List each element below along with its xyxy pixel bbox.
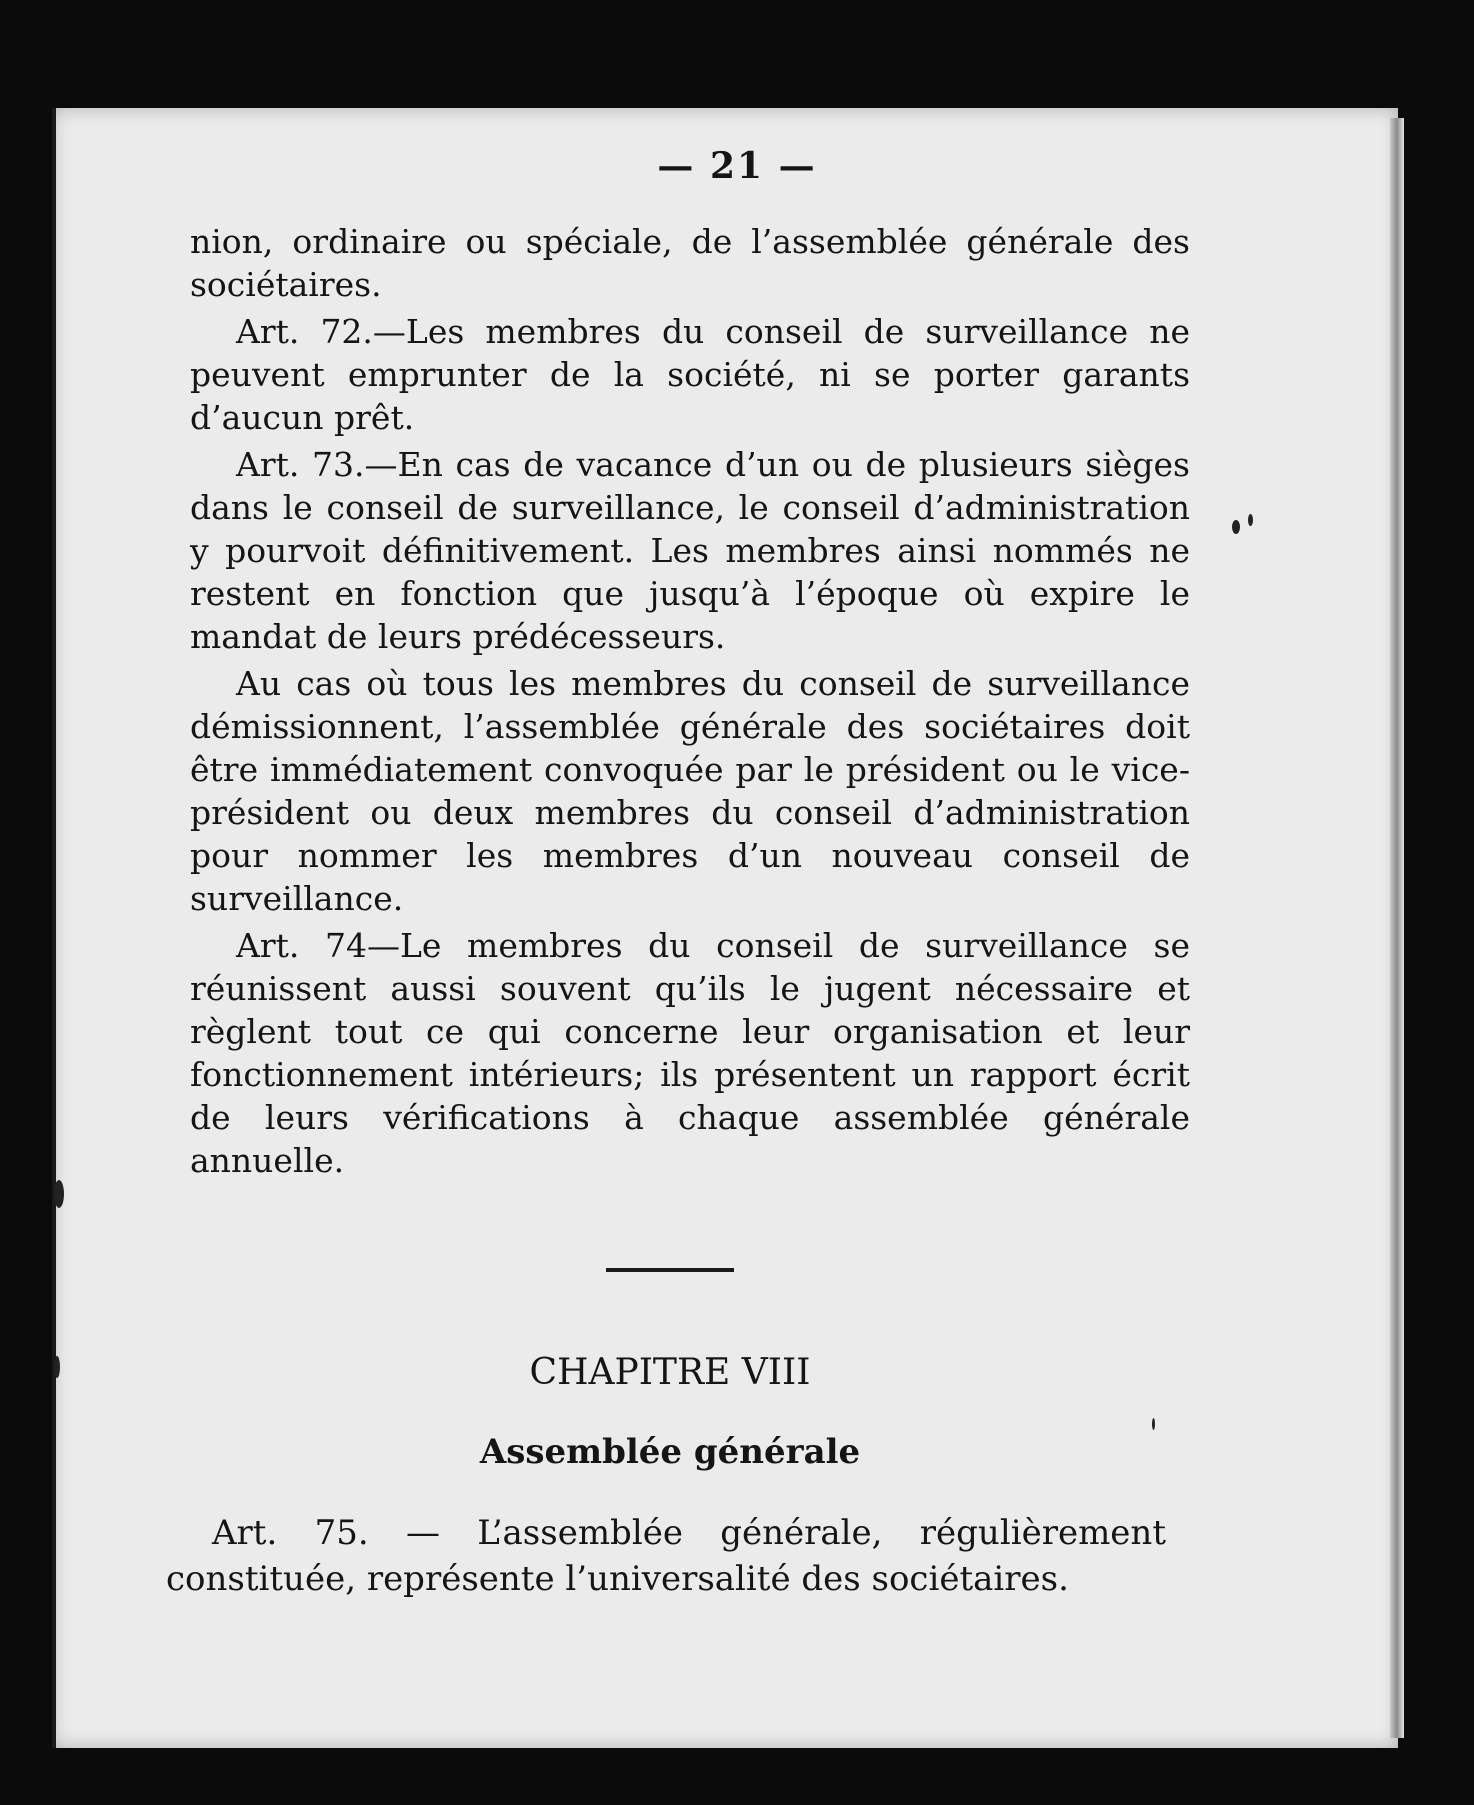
page-left-edge xyxy=(52,108,56,1748)
scan-speck xyxy=(1232,520,1240,534)
article-text-block xyxy=(190,220,1190,1182)
section-divider xyxy=(606,1268,734,1272)
paragraph-art-72: Art. 72.—Les membres du conseil de surveillance ne peuvent emprunter de la société, ni se porter garants d’aucun prêt. xyxy=(190,312,1190,437)
article-75-block xyxy=(166,1510,1166,1602)
paragraph-continuation: nion, ordinaire ou spéciale, de l’assemblée générale des sociétaires. xyxy=(190,222,1190,304)
paragraph-art-73: Art. 73.—En cas de vacance d’un ou de plusieurs sièges dans le conseil de surveillance, le conseil d’administration y pourvoit définitivement. Les membres ainsi nommés ne restent en fonction que jusqu’à l’époque où expire le mandat de leurs prédécesseurs. xyxy=(190,445,1190,656)
scan-speck xyxy=(1152,1418,1155,1430)
paragraph-art-74: Art. 74—Le membres du conseil de surveillance se réunissent aussi souvent qu’ils le jugent nécessaire et règlent tout ce qui concerne leur organisation et leur fonctionnement intérieurs; ils présentent un rapport écrit de leurs vérifications à chaque assemblée générale annuelle. xyxy=(190,926,1190,1180)
scan-speck xyxy=(54,1356,60,1378)
paragraph-art-75: Art. 75. — L’assemblée générale, régulièrement constituée, représente l’universalité des sociétaires. xyxy=(166,1513,1166,1599)
scan-speck xyxy=(1248,514,1253,526)
paragraph-resignation: Au cas où tous les membres du conseil de surveillance démissionnent, l’assemblée générale des sociétaires doit être immédiatement convoquée par le président ou le vice-président ou deux membres du conseil d’administration pour nommer les membres d’un nouveau conseil de surveillance. xyxy=(190,664,1190,918)
section-heading: Assemblée générale xyxy=(479,1432,861,1472)
page-right-edge xyxy=(1390,118,1404,1738)
scan-speck xyxy=(54,1180,64,1208)
page-number: — 21 — xyxy=(657,145,817,187)
chapter-heading: CHAPITRE VIII xyxy=(529,1352,811,1393)
